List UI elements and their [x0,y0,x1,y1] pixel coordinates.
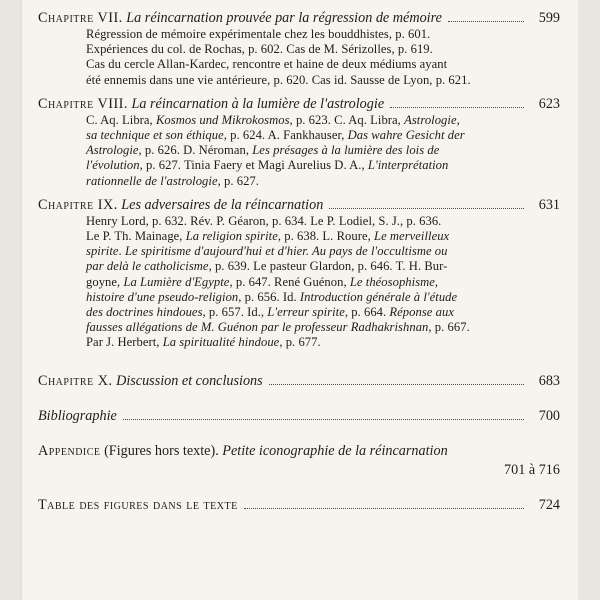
summary-line: Astrologie, p. 626. D. Néroman, Les présages à la lumière des lois de [86,143,440,158]
summary-line: Cas du cercle Allan-Kardec, rencontre et haine de deux médiums ayant [86,57,448,72]
toc-entry-figures [38,497,560,514]
chapter-8-summary [86,113,522,189]
chapter-8-heading [38,96,560,113]
toc-entry-chapter-8 [38,96,560,189]
book-page [22,0,578,600]
bibliography-page: 700 [538,407,560,424]
chapter-10-heading [38,373,560,390]
dot-leader [390,107,524,108]
chapter-9-label: Chapitre IX. [38,196,118,213]
chapter-7-summary [86,27,522,88]
summary-line: Par J. Herbert, La spiritualité hindoue, p. 677. [86,335,321,350]
appendix-heading [38,443,560,460]
summary-line: des doctrines hindoues, p. 657. Id., L'erreur spirite, p. 664. Réponse aux [86,305,454,320]
toc-entry-chapter-7 [38,10,560,88]
appendix-label: Appendice [38,442,101,459]
dot-leader [269,384,524,385]
summary-line: fausses allégations de M. Guénon par le professeur Radhakrishnan, p. 667. [86,320,470,335]
chapter-10-page: 683 [538,372,560,389]
summary-line: par delà le catholicisme, p. 639. Le pasteur Glardon, p. 646. T. H. Bur- [86,259,448,274]
summary-line: histoire d'une pseudo-religion, p. 656. Id. Introduction générale à l'étude [86,289,458,304]
toc-entry-appendix [38,443,560,479]
chapter-8-title: La réincarnation à la lumière de l'astrologie [131,95,385,112]
bibliography-heading [38,408,560,425]
summary-line: Henry Lord, p. 632. Rév. P. Géaron, p. 634. Le P. Lodiel, S. J., p. 636. [86,213,442,228]
chapter-7-page: 599 [538,10,560,26]
summary-line: Expériences du col. de Rochas, p. 602. Cas de M. Sérizolles, p. 619. [86,42,433,57]
figures-title: Table des figures dans le texte [38,496,238,513]
dot-leader [329,208,524,209]
figures-heading [38,497,560,514]
toc-entry-chapter-10 [38,373,560,390]
chapter-10-title: Discussion et conclusions [116,372,263,389]
chapter-8-page: 623 [538,95,560,112]
summary-line: l'évolution, p. 627. Tinia Faery et Magi Aurelius D. A., L'interprétation [86,158,449,173]
chapter-10-label: Chapitre X. [38,372,113,389]
summary-line: goyne, La Lumière d'Egypte, p. 647. René Guénon, Le théosophisme, [86,274,439,289]
dot-leader [244,508,524,509]
appendix-title: Petite iconographie de la réincarnation [222,442,448,459]
appendix-note: (Figures hors texte). [100,442,223,459]
table-of-contents [38,10,560,522]
bibliography-title: Bibliographie [38,407,117,424]
summary-line: spirite. Le spiritisme d'aujourd'hui et d'hier. Au pays de l'occultisme ou [86,244,448,259]
dot-leader [123,419,524,420]
summary-line: Le P. Th. Mainage, La religion spirite, p. 638. L. Roure, Le merveilleux [86,229,450,244]
summary-line: rationnelle de l'astrologie, p. 627. [86,173,259,188]
chapter-7-label: Chapitre VII. [38,10,123,26]
chapter-7-title: La réincarnation prouvée par la régression de mémoire [126,10,442,26]
page-edge-left [0,0,22,600]
summary-line: été ennemis dans une vie antérieure, p. 620. Cas id. Sausse de Lyon, p. 621. [86,72,471,87]
page-edge-right [578,0,600,600]
appendix-pages: 701 à 716 [504,461,560,478]
summary-line: sa technique et son éthique, p. 624. A. Fankhauser, Das wahre Gesicht der [86,128,465,143]
chapter-9-page: 631 [538,196,560,213]
summary-line: Régression de mémoire expérimentale chez les bouddhistes, p. 601. [86,27,431,41]
chapter-8-label: Chapitre VIII. [38,95,128,112]
chapter-9-heading [38,197,560,214]
dot-leader [448,21,524,22]
chapter-9-title: Les adversaires de la réincarnation [121,196,324,213]
toc-entry-bibliography [38,408,560,425]
chapter-9-summary [86,214,522,351]
summary-line: C. Aq. Libra, Kosmos und Mikrokosmos, p. 623. C. Aq. Libra, Astrologie, [86,112,460,127]
figures-page: 724 [538,496,560,513]
chapter-7-heading [38,10,560,27]
toc-entry-chapter-9 [38,197,560,351]
